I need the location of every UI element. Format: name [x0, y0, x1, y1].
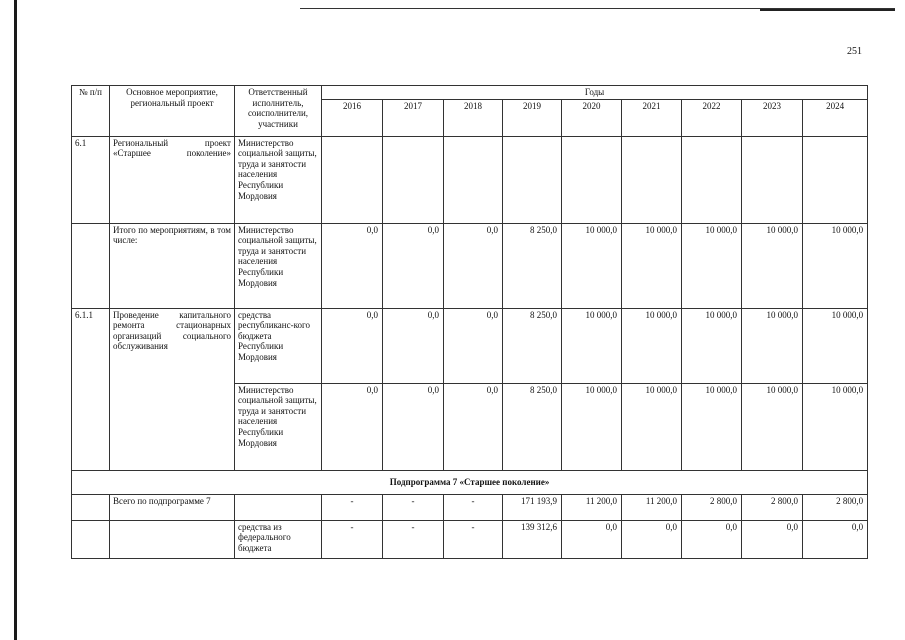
year-2019: 2019: [503, 99, 562, 136]
value-cell: 0,0: [444, 383, 503, 470]
row-number: [72, 494, 110, 520]
value-cell: [622, 136, 682, 223]
subprogram-row: [72, 470, 868, 494]
value-cell: 10 000,0: [682, 308, 742, 383]
value-cell: 10 000,0: [682, 223, 742, 308]
year-2018: 2018: [444, 99, 503, 136]
year-2016: 2016: [322, 99, 383, 136]
row-responsible: Министерство социальной защиты, труда и занятости населения Республики Мордовия: [235, 223, 322, 308]
page-number: 251: [847, 46, 862, 57]
value-cell: [383, 136, 444, 223]
year-2022: 2022: [682, 99, 742, 136]
year-2020: 2020: [562, 99, 622, 136]
header-years: Годы: [322, 86, 868, 100]
value-cell: -: [322, 520, 383, 558]
year-2021: 2021: [622, 99, 682, 136]
table-row: [72, 136, 868, 223]
value-cell: -: [444, 520, 503, 558]
row-number: 6.1.1: [72, 308, 110, 470]
value-cell: [322, 136, 383, 223]
header-no: № п/п: [72, 86, 110, 137]
value-cell: 0,0: [622, 520, 682, 558]
value-cell: 0,0: [322, 223, 383, 308]
value-cell: 0,0: [562, 520, 622, 558]
row-event: Всего по подпрограмме 7: [110, 494, 235, 520]
row-event: Региональный проект «Старшее поколение»: [110, 136, 235, 223]
value-cell: 10 000,0: [742, 308, 803, 383]
value-cell: [444, 136, 503, 223]
value-cell: 10 000,0: [562, 308, 622, 383]
value-cell: 2 800,0: [742, 494, 803, 520]
value-cell: [562, 136, 622, 223]
row-number: [72, 223, 110, 308]
value-cell: -: [383, 520, 444, 558]
year-2024: 2024: [803, 99, 868, 136]
value-cell: 171 193,9: [503, 494, 562, 520]
row-responsible: средства республиканс-кого бюджета Республики Мордовия: [235, 308, 322, 383]
header-row: [72, 86, 868, 100]
value-cell: [503, 136, 562, 223]
year-2023: 2023: [742, 99, 803, 136]
value-cell: [803, 136, 868, 223]
row-responsible: Министерство социальной защиты, труда и занятости населения Республики Мордовия: [235, 136, 322, 223]
row-event: Проведение капитального ремонта стационарных организаций социального обслуживания: [110, 308, 235, 470]
table-row: [72, 520, 868, 558]
value-cell: 11 200,0: [622, 494, 682, 520]
value-cell: 0,0: [803, 520, 868, 558]
value-cell: 0,0: [682, 520, 742, 558]
value-cell: [682, 136, 742, 223]
table-row: [72, 494, 868, 520]
value-cell: 0,0: [383, 223, 444, 308]
value-cell: 8 250,0: [503, 383, 562, 470]
value-cell: 0,0: [322, 383, 383, 470]
value-cell: 8 250,0: [503, 308, 562, 383]
row-event: [110, 520, 235, 558]
value-cell: [742, 136, 803, 223]
value-cell: 0,0: [444, 308, 503, 383]
value-cell: 139 312,6: [503, 520, 562, 558]
value-cell: -: [444, 494, 503, 520]
table-row: [72, 308, 868, 383]
value-cell: 10 000,0: [742, 383, 803, 470]
value-cell: 0,0: [383, 308, 444, 383]
table-row: [72, 223, 868, 308]
row-responsible: Министерство социальной защиты, труда и занятости населения Республики Мордовия: [235, 383, 322, 470]
value-cell: 10 000,0: [622, 308, 682, 383]
row-number: 6.1: [72, 136, 110, 223]
header-event: Основное мероприятие, региональный проект: [110, 86, 235, 137]
budget-table: [71, 85, 868, 559]
value-cell: 10 000,0: [803, 223, 868, 308]
value-cell: 10 000,0: [622, 223, 682, 308]
value-cell: 10 000,0: [803, 308, 868, 383]
value-cell: -: [383, 494, 444, 520]
value-cell: 2 800,0: [682, 494, 742, 520]
row-responsible: [235, 494, 322, 520]
value-cell: 8 250,0: [503, 223, 562, 308]
scan-edge-left: [14, 0, 17, 640]
header-responsible: Ответственный исполнитель, соисполнители, участники: [235, 86, 322, 137]
value-cell: 10 000,0: [562, 383, 622, 470]
row-responsible: средства из федерального бюджета: [235, 520, 322, 558]
value-cell: -: [322, 494, 383, 520]
value-cell: 0,0: [322, 308, 383, 383]
value-cell: 0,0: [742, 520, 803, 558]
value-cell: 11 200,0: [562, 494, 622, 520]
row-event: Итого по мероприятиям, в том числе:: [110, 223, 235, 308]
year-2017: 2017: [383, 99, 444, 136]
value-cell: 10 000,0: [622, 383, 682, 470]
value-cell: 0,0: [444, 223, 503, 308]
value-cell: 10 000,0: [682, 383, 742, 470]
value-cell: 10 000,0: [742, 223, 803, 308]
subprogram-title: Подпрограмма 7 «Старшее поколение»: [72, 470, 868, 494]
value-cell: 0,0: [383, 383, 444, 470]
value-cell: 10 000,0: [803, 383, 868, 470]
value-cell: 2 800,0: [803, 494, 868, 520]
scan-line-top-bold: [760, 9, 895, 11]
row-number: [72, 520, 110, 558]
value-cell: 10 000,0: [562, 223, 622, 308]
